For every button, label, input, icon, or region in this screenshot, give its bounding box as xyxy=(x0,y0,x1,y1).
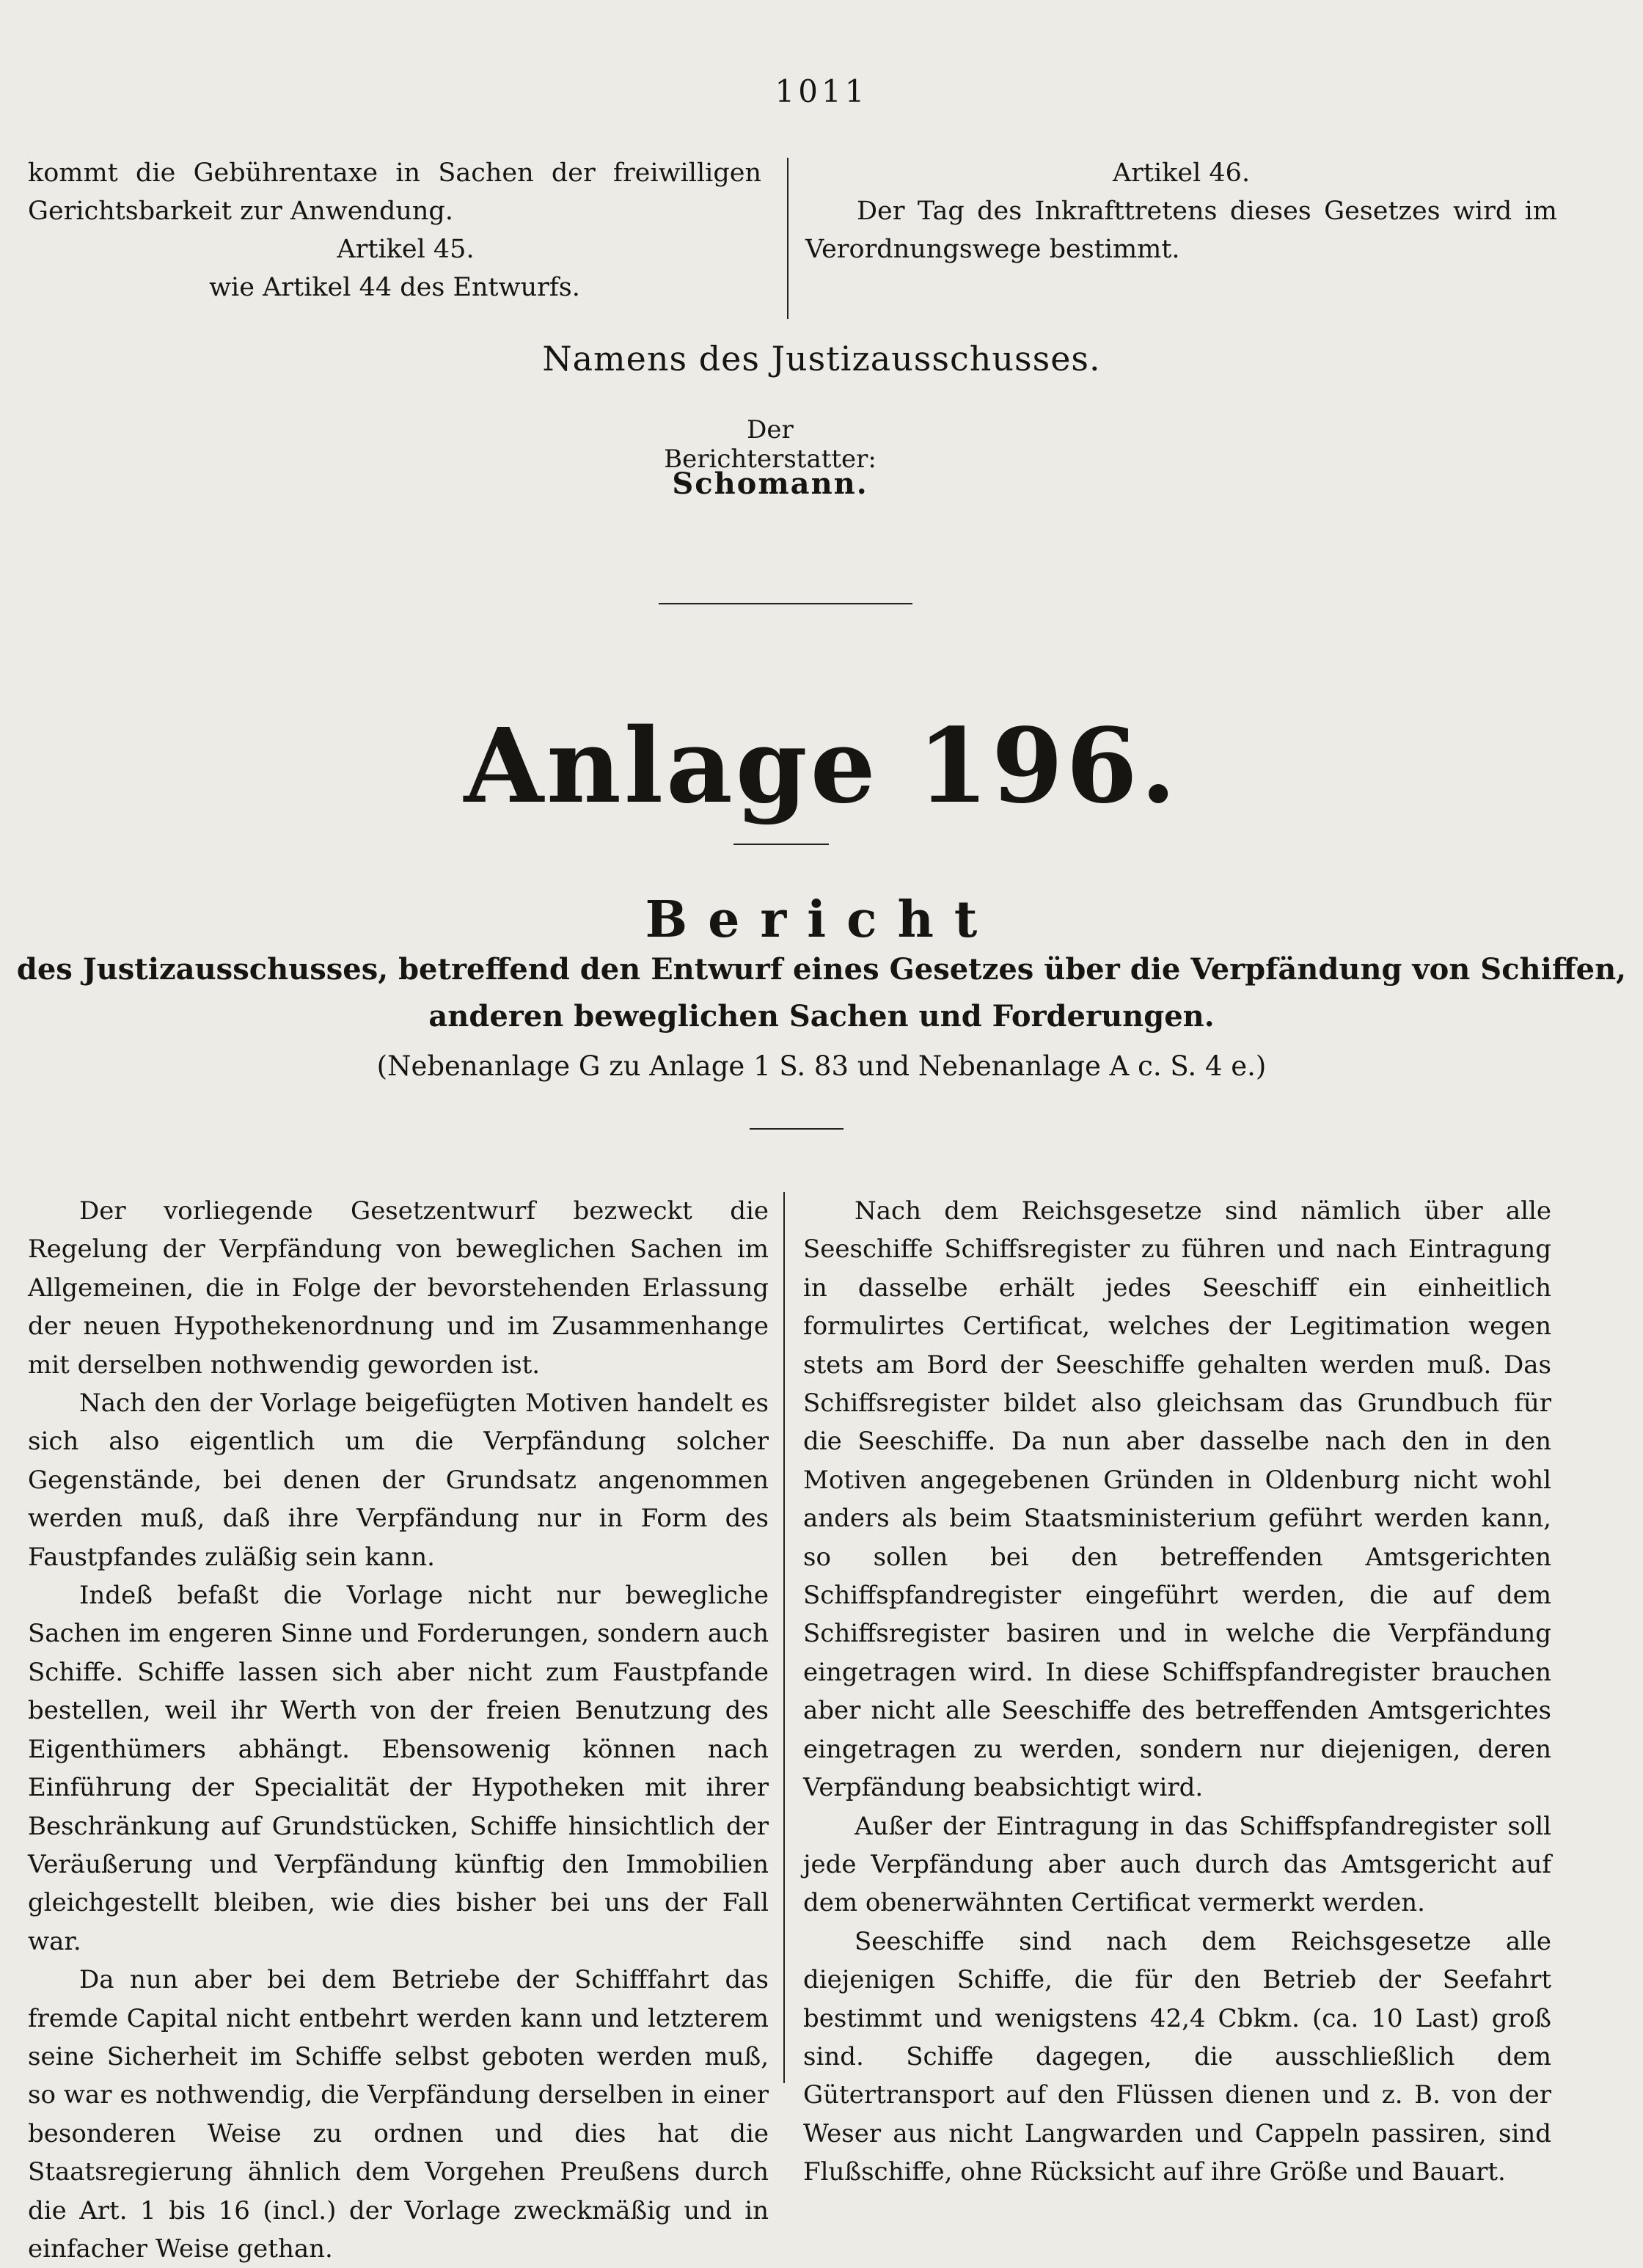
rapporteur-label: Der Berichterstatter: xyxy=(664,415,877,474)
body-column-divider xyxy=(783,1192,785,2083)
report-subtitle-line-1: des Justizausschusses, betreffend den Entwurf eines Gesetzes über die Verpfändung von Schiffen, xyxy=(16,952,1627,987)
continuation-text: kommt die Gebührentaxe in Sachen der freiwilligen Gerichtsbarkeit zur Anwendung. xyxy=(28,158,761,226)
top-right-column xyxy=(805,154,1557,268)
report-reference: (Nebenanlage G zu Anlage 1 S. 83 und Nebenanlage A c. S. 4 e.) xyxy=(376,1050,1267,1082)
top-column-divider xyxy=(787,158,788,319)
committee-name: Namens des Justizausschusses. xyxy=(542,339,1101,378)
top-left-column xyxy=(28,154,761,307)
section-divider-top xyxy=(659,603,912,604)
annex-divider xyxy=(733,844,829,845)
paragraph: Indeß befaßt die Vorlage nicht nur bewegliche Sachen im engeren Sinne und Forderungen, sondern auch Schiffe. Schiffe lassen sich aber nicht zum Faustpfande bestellen, weil ihr Werth von der freien Benutzung des Eigenthümers abhängt. Ebensowenig können nach Einführung der Specialität der Hypotheken mit ihrer Beschränkung auf Grundstücken, Schiffe hinsichtlich der Veräußerung und Verpfändung künftig den Immobilien gleichgestellt bleiben, wie dies bisher bei uns der Fall war. xyxy=(28,1581,769,1956)
article-46-text: Der Tag des Inkrafttretens dieses Gesetzes wird im Verordnungswege bestimmt. xyxy=(805,197,1557,264)
paragraph: Der vorliegende Gesetzentwurf bezweckt die Regelung der Verpfändung von beweglichen Sachen im Allgemeinen, die in Folge der bevorstehenden Erlassung der neuen Hypothekenordnung und im Zusammenhange mit derselben nothwendig geworden ist. xyxy=(28,1196,769,1380)
paragraph: Nach dem Reichsgesetze sind nämlich über alle Seeschiffe Schiffsregister zu führen und nach Eintragung in dasselbe erhält jedes Seeschiff ein einheitlich formulirtes Certificat, welches der Legitimation wegen stets am Bord der Seeschiffe gehalten werden muß. Das Schiffsregister bildet also gleichsam das Grundbuch für die Seeschiffe. Da nun aber dasselbe nach den in den Motiven angegebenen Gründen in Oldenburg nicht wohl anders als beim Staatsministerium geführt werden kann, so sollen bei den betreffenden Amtsgerichten Schiffspfandregister eingeführt werden, die auf dem Schiffsregister basiren und in welche die Verpfändung eingetragen wird. In diese Schiffspfandregister brauchen aber nicht alle Seeschiffe des betreffenden Amtsgerichtes eingetragen zu werden, sondern nur diejenigen, deren Verpfändung beabsichtigt wird. xyxy=(803,1196,1551,1803)
rapporteur-name: Schomann. xyxy=(672,467,868,501)
paragraph: Nach den der Vorlage beigefügten Motiven handelt es sich also eigentlich um die Verpfändung solcher Gegenstände, bei denen der Grundsatz angenommen werden muß, daß ihre Verpfändung nur in Form des Faustpfandes zuläßig sein kann. xyxy=(28,1389,769,1572)
page-number: 1011 xyxy=(775,73,868,109)
paragraph: Außer der Eintragung in das Schiffspfandregister soll jede Verpfändung aber auch durch das Amtsgericht auf dem obenerwähnten Certificat vermerkt werden. xyxy=(803,1811,1551,1918)
report-subtitle-line-2: anderen beweglichen Sachen und Forderungen. xyxy=(428,999,1215,1034)
article-46-heading: Artikel 46. xyxy=(1112,158,1251,188)
paragraph: Seeschiffe sind nach dem Reichsgesetze alle diejenigen Schiffe, die für den Betrieb der Seefahrt bestimmt und wenigstens 42,4 Cbkm. (ca. 10 Last) groß sind. Schiffe dagegen, die ausschließlich dem Gütertransport auf den Flüssen dienen und z. B. von der Weser aus nicht Langwarden und Cappeln passiren, sind Flußschiffe, ohne Rücksicht auf ihre Größe und Bauart. xyxy=(803,1926,1551,2187)
body-left-column xyxy=(28,1192,769,2268)
report-heading: Bericht xyxy=(645,890,998,949)
section-divider-bottom xyxy=(750,1128,844,1130)
paragraph: Da nun aber bei dem Betriebe der Schifffahrt das fremde Capital nicht entbehrt werden kann und letzterem seine Sicherheit im Schiffe selbst geboten werden muß, so war es nothwendig, die Verpfändung derselben in einer besonderen Weise zu ordnen und dies hat die Staatsregierung ähnlich dem Vorgehen Preußens durch die Art. 1 bis 16 (incl.) der Vorlage zweckmäßig und in einfacher Weise gethan. xyxy=(28,1965,769,2264)
article-45-heading: Artikel 45. xyxy=(337,235,475,264)
annex-title: Anlage 196. xyxy=(464,706,1179,827)
article-45-text: wie Artikel 44 des Entwurfs. xyxy=(209,273,580,302)
body-right-column xyxy=(803,1192,1551,2192)
